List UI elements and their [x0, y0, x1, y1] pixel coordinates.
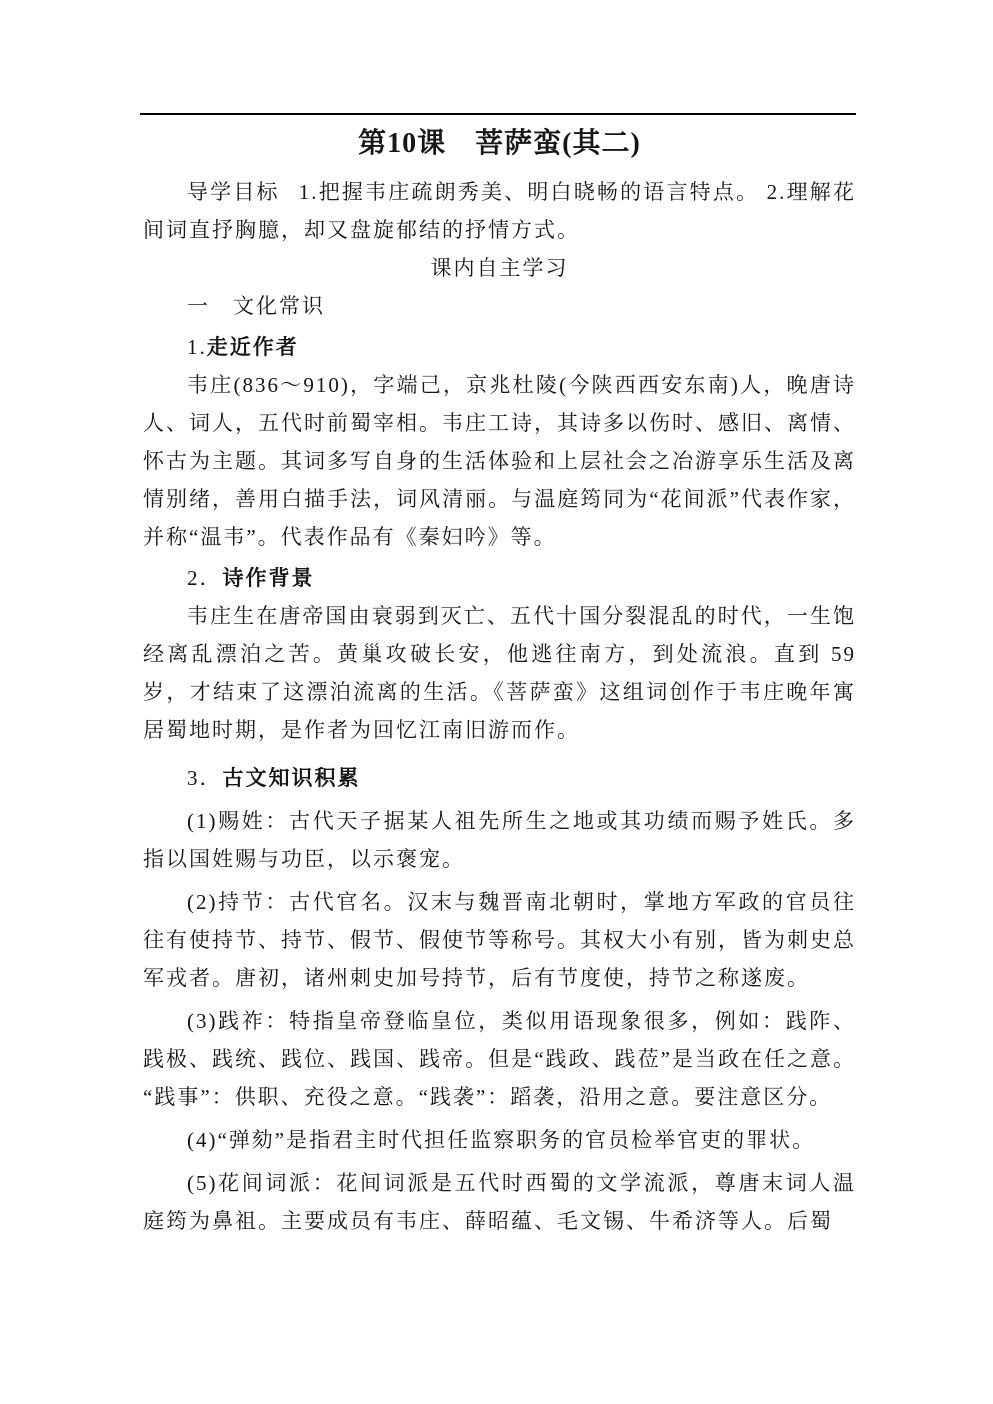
- paragraph-item-2-chijie: (2)持节：古代官名。汉末与魏晋南北朝时，掌地方军政的官员往往有使持节、持节、假节、假使节等称号。其权大小有别，皆为刺史总军戎者。唐初，诸州刺史加号持节，后有节度使，持节之称遂废。: [143, 890, 856, 990]
- heading-background: [143, 559, 856, 597]
- guide-label: 导学目标: [187, 180, 280, 204]
- guide-text: 1.把握韦庄疏朗秀美、明白晓畅的语言特点。 2.理解花间词直抒胸臆，却又盘旋郁结的抒情方式。: [143, 180, 856, 242]
- paragraph-item-4-tanhe: (4)“弹劾”是指君主时代担任监察职务的官员检举官吏的罪状。: [187, 1128, 816, 1152]
- heading-author-number: 1.: [187, 335, 207, 359]
- section-culture-knowledge: 一 文化常识: [187, 294, 325, 318]
- heading-classical-text: 古文知识积累: [222, 766, 361, 790]
- paragraph-item-1-cixing: (1)赐姓：古代天子据某人祖先所生之地或其功绩而赐予姓氏。多指以国姓赐与功臣，以示褒宠。: [143, 809, 856, 871]
- block-author: [143, 328, 856, 556]
- block-background: [143, 559, 856, 749]
- paragraph-background: 韦庄生在唐帝国由衰弱到灭亡、五代十国分裂混乱的时代，一生饱经离乱漂泊之苦。黄巢攻破长安，他逃往南方，到处流浪。直到 59 岁，才结束了这漂泊流离的生活。《菩萨蛮》这组词创作于韦庄晚年寓居蜀地时期，是作者为回忆江南旧游而作。: [143, 604, 856, 742]
- heading-background-number: 2．: [187, 566, 223, 590]
- heading-author-text: 走近作者: [206, 335, 299, 359]
- heading-background-text: 诗作背景: [222, 566, 315, 590]
- block-classical-knowledge: [143, 759, 856, 1240]
- heading-classical-number: 3．: [187, 766, 223, 790]
- paragraph-item-5-huajian: (5)花间词派：花间词派是五代时西蜀的文学流派，尊唐末词人温庭筠为鼻祖。主要成员有韦庄、薛昭蕴、毛文锡、牛希济等人。后蜀: [143, 1171, 856, 1233]
- guide-objectives: [143, 173, 856, 249]
- paragraph-item-3-jianzuo: (3)践祚：特指皇帝登临皇位，类似用语现象很多，例如：践阼、践极、践统、践位、践国、践帝。但是“践政、践莅”是当政在任之意。“践事”：供职、充役之意。“践袭”：蹈袭，沿用之意。要注意区分。: [143, 1009, 856, 1109]
- section-in-class-study: 课内自主学习: [430, 256, 569, 280]
- lesson-title: 第10课 菩萨蛮(其二): [358, 128, 641, 159]
- paragraph-author-bio: 韦庄(836～910)，字端己，京兆杜陵(今陕西西安东南)人，晚唐诗人、词人，五代时前蜀宰相。韦庄工诗，其诗多以伤时、感旧、离情、怀古为主题。其词多写自身的生活体验和上层社会之冶游享乐生活及离情别绪，善用白描手法，词风清丽。与温庭筠同为“花间派”代表作家，并称“温韦”。代表作品有《秦妇吟》等。: [143, 373, 856, 549]
- heading-author: [143, 328, 856, 366]
- header-rule: [140, 113, 856, 115]
- heading-classical-knowledge: [143, 759, 856, 797]
